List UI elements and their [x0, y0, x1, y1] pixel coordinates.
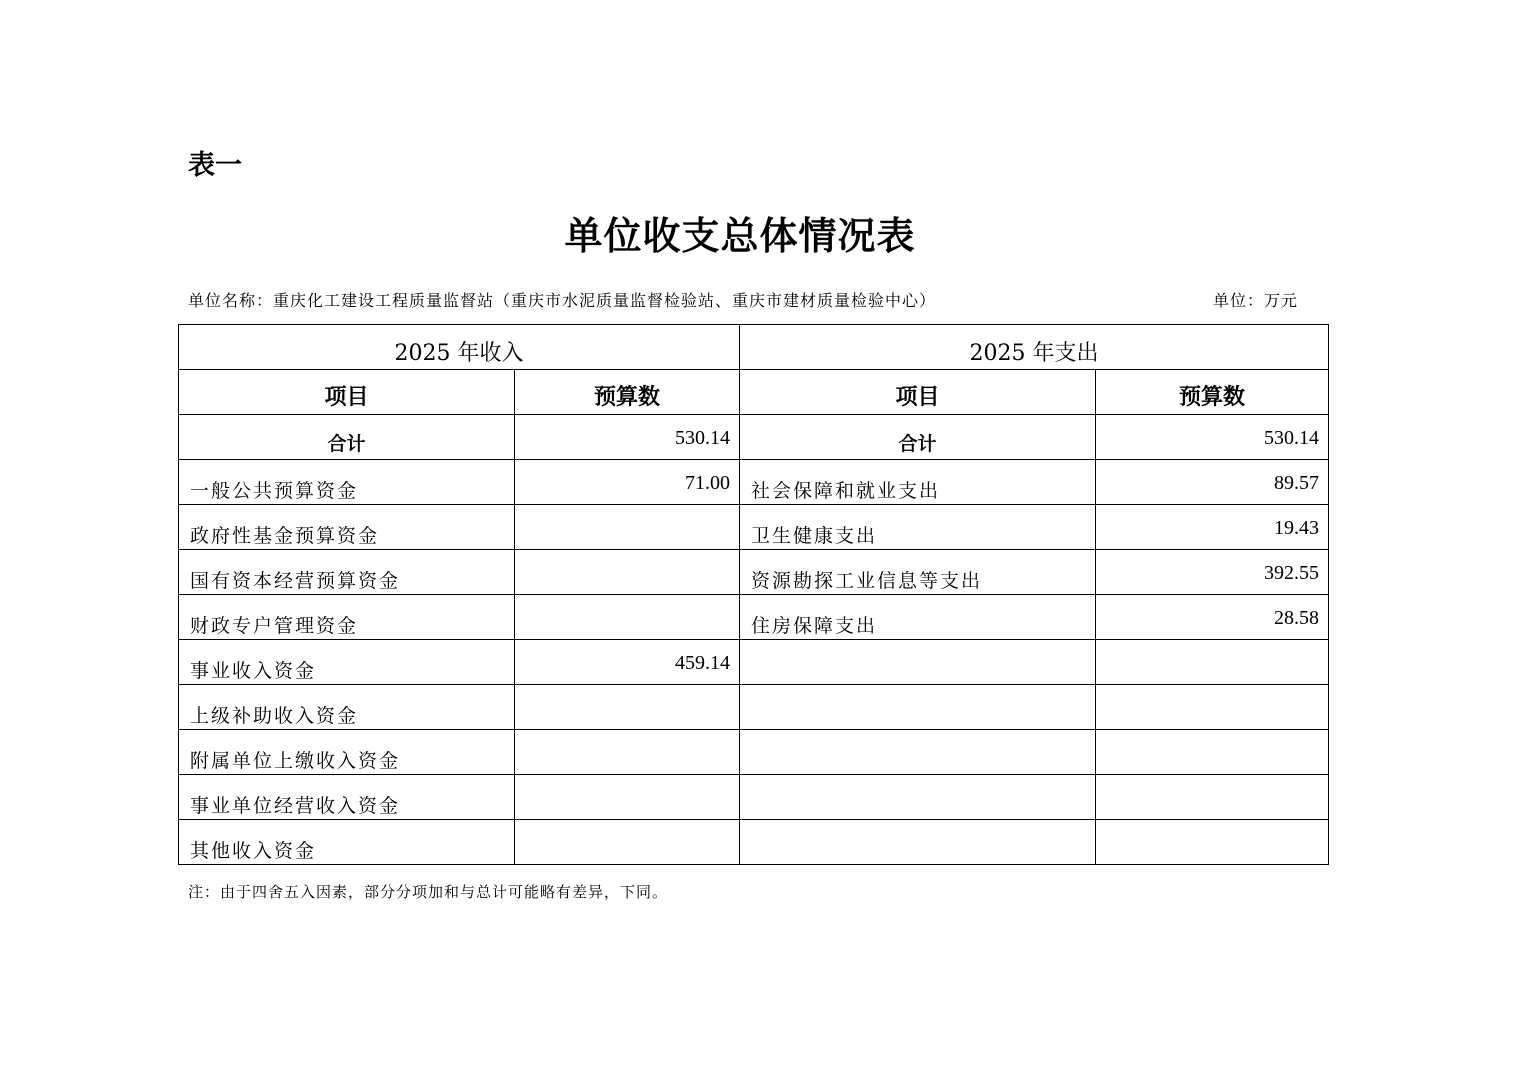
income-item: 上级补助收入资金 [179, 685, 515, 730]
income-item: 财政专户管理资金 [179, 595, 515, 640]
table-row [179, 505, 1329, 550]
expense-budget-header: 预算数 [1096, 370, 1329, 415]
budget-table [178, 324, 1329, 865]
income-value [515, 730, 740, 775]
income-value [515, 505, 740, 550]
expense-item [740, 730, 1096, 775]
income-value [515, 550, 740, 595]
income-item: 附属单位上缴收入资金 [179, 730, 515, 775]
income-value [515, 775, 740, 820]
expense-item: 住房保障支出 [740, 595, 1096, 640]
total-row [179, 415, 1329, 460]
expense-value [1096, 730, 1329, 775]
footnote: 注：由于四舍五入因素，部分分项加和与总计可能略有差异，下同。 [188, 883, 669, 901]
expense-value: 19.43 [1096, 505, 1329, 550]
table-row [179, 775, 1329, 820]
income-value [515, 595, 740, 640]
expense-total-value: 530.14 [1096, 415, 1329, 460]
page-title: 单位收支总体情况表 [564, 213, 916, 258]
income-total-value: 530.14 [515, 415, 740, 460]
year-header-row [179, 325, 1329, 370]
expense-item [740, 685, 1096, 730]
table-row [179, 685, 1329, 730]
expense-year-header: 2025 年支出 [740, 325, 1329, 370]
table-row [179, 730, 1329, 775]
expense-item [740, 640, 1096, 685]
income-total-label: 合计 [179, 415, 515, 460]
expense-item [740, 820, 1096, 865]
expense-total-label: 合计 [740, 415, 1096, 460]
expense-value [1096, 685, 1329, 730]
expense-value [1096, 820, 1329, 865]
expense-value: 392.55 [1096, 550, 1329, 595]
income-value: 459.14 [515, 640, 740, 685]
income-item: 事业单位经营收入资金 [179, 775, 515, 820]
table-row [179, 820, 1329, 865]
expense-item-header: 项目 [740, 370, 1096, 415]
income-value [515, 820, 740, 865]
table-row [179, 595, 1329, 640]
currency-unit: 单位：万元 [1212, 291, 1298, 310]
expense-value [1096, 775, 1329, 820]
expense-value: 89.57 [1096, 460, 1329, 505]
income-year-header: 2025 年收入 [179, 325, 740, 370]
expense-item [740, 775, 1096, 820]
org-name: 单位名称：重庆化工建设工程质量监督站（重庆市水泥质量监督检验站、重庆市建材质量检验中心） [188, 291, 937, 310]
income-item: 一般公共预算资金 [179, 460, 515, 505]
income-item-header: 项目 [179, 370, 515, 415]
expense-value [1096, 640, 1329, 685]
table-label: 表一 [188, 150, 242, 181]
income-item: 政府性基金预算资金 [179, 505, 515, 550]
income-value: 71.00 [515, 460, 740, 505]
expense-value: 28.58 [1096, 595, 1329, 640]
income-value [515, 685, 740, 730]
expense-item: 社会保障和就业支出 [740, 460, 1096, 505]
table-row [179, 460, 1329, 505]
expense-item: 卫生健康支出 [740, 505, 1096, 550]
income-item: 事业收入资金 [179, 640, 515, 685]
income-item: 国有资本经营预算资金 [179, 550, 515, 595]
table-row [179, 550, 1329, 595]
income-budget-header: 预算数 [515, 370, 740, 415]
income-item: 其他收入资金 [179, 820, 515, 865]
expense-item: 资源勘探工业信息等支出 [740, 550, 1096, 595]
column-header-row [179, 370, 1329, 415]
table-row [179, 640, 1329, 685]
